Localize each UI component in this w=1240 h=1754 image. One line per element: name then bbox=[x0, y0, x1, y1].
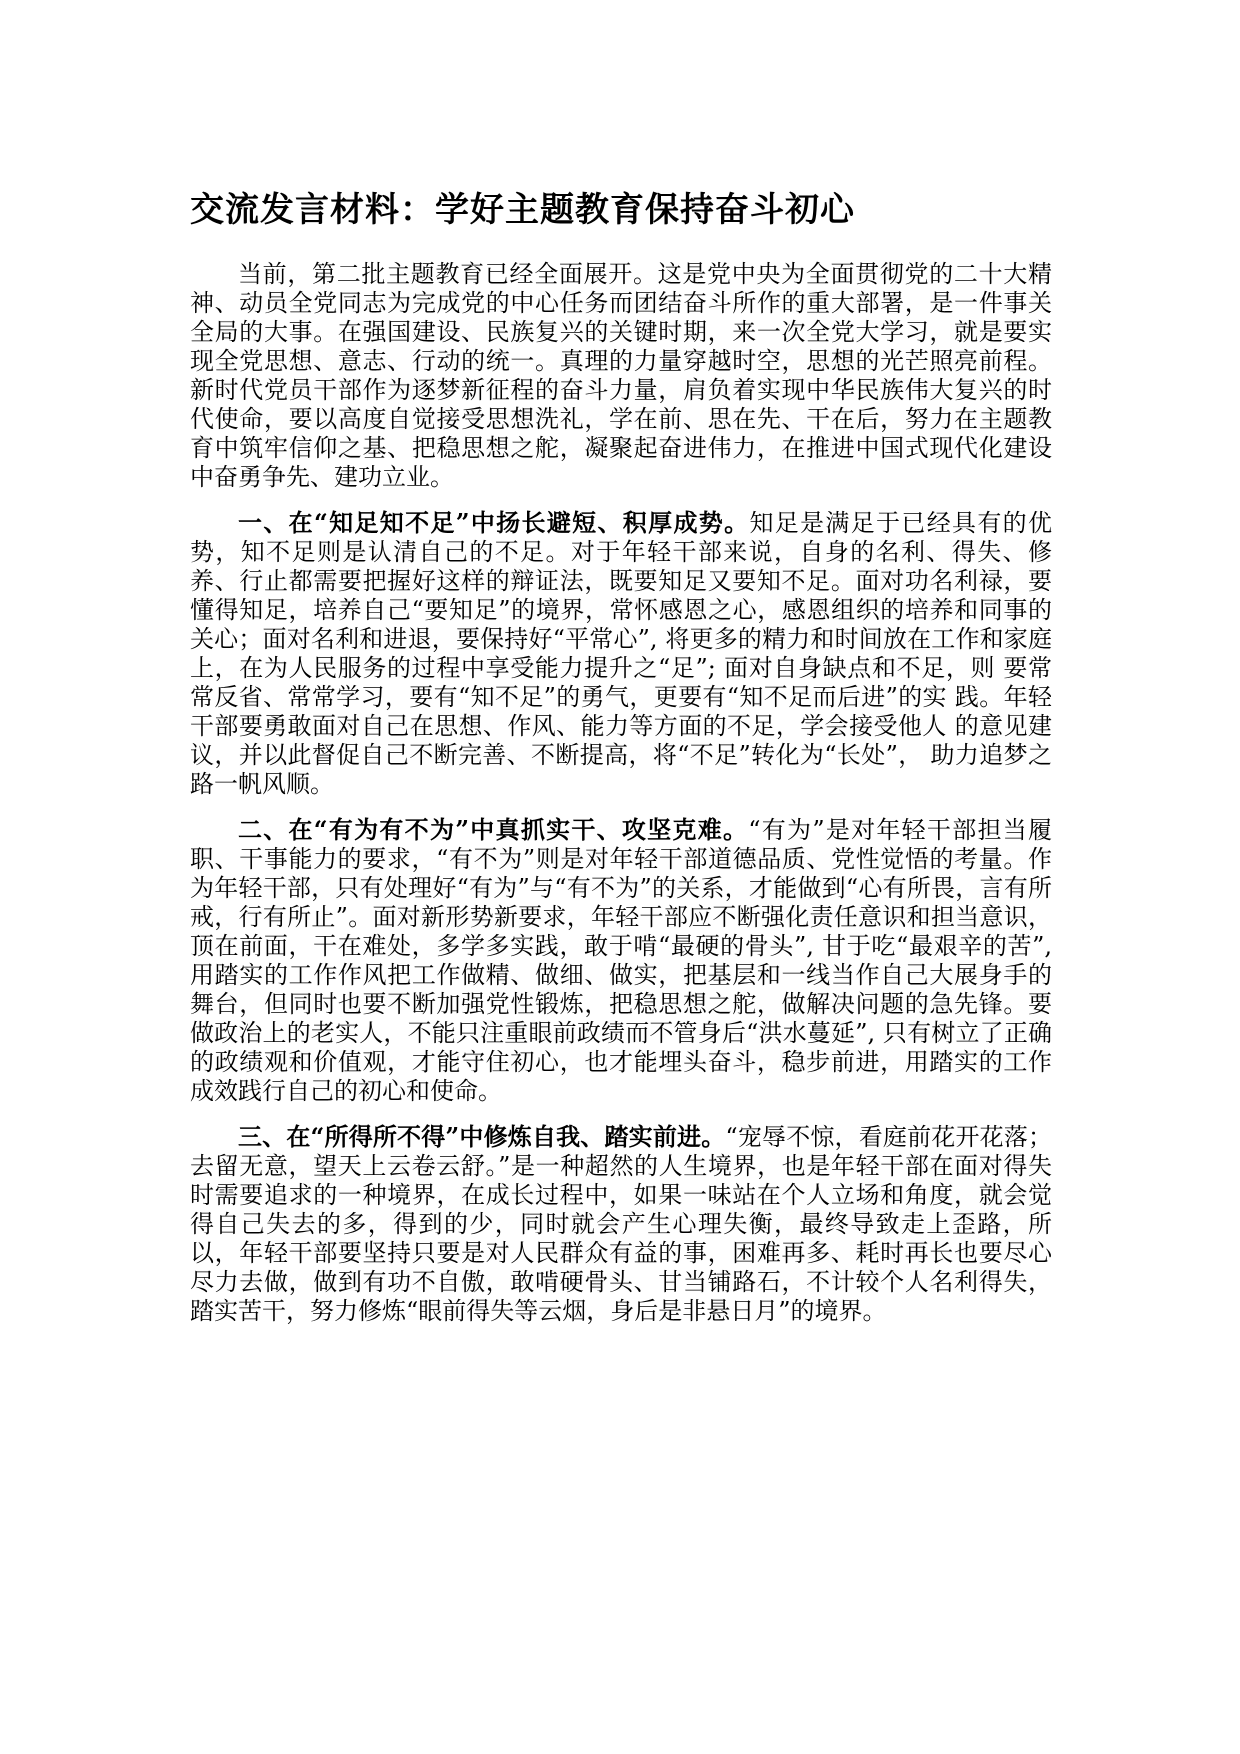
section-2-text: “有为”是对年轻干部担当履职、干事能力的要求，“有不为”则是对年轻干部道德品质、党性觉悟的考量。作为年轻干部，只有处理好“有为”与“有不为”的关系，才能做到“心有所畏，言有所戒，行有所止”。面对新形势新要求，年轻干部应不断强化责任意识和担当意识，顶在前面，干在难处，多学多实践，敢于啃“最硬的骨头”, 甘于吃“最艰辛的苦”, 用踏实的工作作风把工作做精、做细、做实，把基层和一线当作自己大展身手的舞台，但同时也要不断加强党性锻炼，把稳思想之舵，做解决问题的急先锋。要做政治上的老实人，不能只注重眼前政绩而不管身后“洪水蔓延”, 只有树立了正确的政绩观和价值观，才能守住初心，也才能埋头奋斗，稳步前进，用踏实的工作成效践行自己的初心和使命。 bbox=[190, 816, 1053, 1105]
document-title: 交流发言材料：学好主题教育保持奋斗初心 bbox=[190, 190, 855, 230]
section-3-text: “宠辱不惊，看庭前花开花落；去留无意，望天上云卷云舒。”是一种超然的人生境界，也是年轻干部在面对得失时需要追求的一种境界，在成长过程中，如果一味站在个人立场和角度，就会觉得自己失去的多，得到的少，同时就会产生心理失衡，最终导致走上歪路，所以，年轻干部要坚持只要是对人民群众有益的事，困难再多、耗时再长也要尽心尽力去做，做到有功不自傲，敢啃硬骨头、甘当铺路石，不计较个人名利得失，踏实苦干，努力修炼“眼前得失等云烟，身后是非悬日月”的境界。 bbox=[190, 1123, 1052, 1325]
section-2-paragraph bbox=[190, 815, 1052, 1106]
section-3-paragraph bbox=[190, 1122, 1052, 1326]
section-1-paragraph bbox=[190, 508, 1052, 799]
section-1-text: 知足是满足于已经具有的优势，知不足则是认清自己的不足。对于年轻干部来说，自身的名利、得失、修养、行止都需要把握好这样的辩证法，既要知足又要知不足。面对功名利禄，要懂得知足，培养自己“要知足”的境界，常怀感恩之心，感恩组织的培养和同事的关心；面对名利和进退，要保持好“平常心”, 将更多的精力和时间放在工作和家庭上，在为人民服务的过程中享受能力提升之“足”; 面对自身缺点和不足，则 要常常反省、常常学习，要有“知不足”的勇气，更要有“知不足而后进”的实 践。年轻干部要勇敢面对自己在思想、作风、能力等方面的不足，学会接受他人 的意见建议，并以此督促自己不断完善、不断提高，将“不足”转化为“长处”， 助力追梦之路一帆风顺。 bbox=[190, 509, 1053, 798]
section-3-heading: 三、在“所得所不得”中修炼自我、踏实前进。 bbox=[238, 1122, 726, 1151]
intro-paragraph bbox=[190, 260, 1052, 492]
section-2-heading: 二、在“有为有不为”中真抓实干、攻坚克难。 bbox=[238, 815, 749, 844]
document-page bbox=[190, 188, 1052, 1342]
section-1-heading: 一、在“知足知不足”中扬长避短、积厚成势。 bbox=[238, 508, 750, 537]
intro-text: 当前，第二批主题教育已经全面展开。这是党中央为全面贯彻党的二十大精神、动员全党同志为完成党的中心任务而团结奋斗所作的重大部署，是一件事关全局的大事。在强国建设、民族复兴的关键时期，来一次全党大学习，就是要实现全党思想、意志、行动的统一。真理的力量穿越时空，思想的光芒照亮前程。 新时代党员干部作为逐梦新征程的奋斗力量，肩负着实现中华民族伟大复兴的时 代使命，要以高度自觉接受思想洗礼，学在前、思在先、干在后，努力在主题教 育中筑牢信仰之基、把稳思想之舵，凝聚起奋进伟力，在推进中国式现代化建设 中奋勇争先、建功立业。 bbox=[190, 260, 1052, 491]
